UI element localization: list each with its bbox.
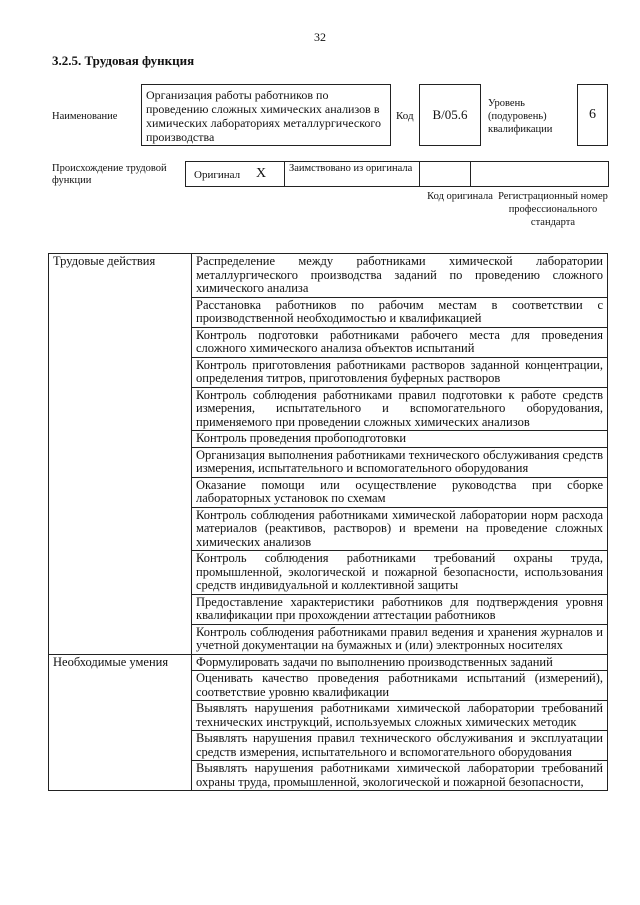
borrowed-label: Заимствовано из оригинала (289, 163, 413, 174)
name-label: Наименование (52, 111, 118, 122)
origin-row (185, 161, 609, 187)
skills-item: Формулировать задачи по выполнению производственных заданий (192, 654, 608, 671)
skills-item: Выявлять нарушения работниками химической лаборатории требований технических инструкций, используемых сложных химических методик (192, 701, 608, 731)
labor-actions-item: Контроль соблюдения работниками правил ведения и хранения журналов и учетной документации на бумажных и (или) электронных носителях (192, 624, 608, 654)
code-value: B/05.6 (432, 107, 468, 122)
level-label: Уровень (подуровень) квалификации (488, 98, 553, 135)
labor-actions-item: Расстановка работников по рабочим местам в соответствии с производственной необходимостью и квалификацией (192, 297, 608, 327)
origin-label: Происхождение трудовой функции (52, 163, 167, 186)
original-label: Оригинал (194, 169, 241, 181)
level-value: 6 (589, 107, 596, 122)
labor-actions-item: Контроль приготовления работниками растворов заданной концентрации, определения титров, приготовления буферных растворов (192, 357, 608, 387)
code-original-cell (419, 161, 471, 187)
skills-label: Необходимые умения (49, 654, 192, 791)
labor-actions-item: Контроль соблюдения работниками правил подготовки к работе средств измерения, испытательного и вспомогательного оборудования, применяемого при проведении сложных химических анализов (192, 387, 608, 431)
labor-actions-label: Трудовые действия (49, 254, 192, 655)
labor-actions-item: Организация выполнения работниками технического обслуживания средств измерения, испытательного и вспомогательного оборудования (192, 447, 608, 477)
original-mark-cell (240, 161, 285, 187)
code-label: Код (396, 110, 414, 122)
skills-item: Выявлять нарушения работниками химической лаборатории требований охраны труда, промышленной, экологической и пожарной безопасности, (192, 761, 608, 791)
reg-number-caption: Регистрационный номер профессионального стандарта (498, 191, 608, 228)
table-row (49, 254, 608, 298)
original-mark: X (256, 166, 267, 181)
code-box (419, 84, 481, 146)
section-title: 3.2.5. Трудовая функция (52, 53, 195, 68)
labor-actions-item: Оказание помощи или осуществление руководства при сборке лабораторных установок по схемам (192, 477, 608, 507)
duties-table (48, 253, 608, 791)
skills-item: Оценивать качество проведения работниками испытаний (измерений), соответствие уровню квалификации (192, 671, 608, 701)
labor-actions-item: Распределение между работниками химической лаборатории металлургического производства заданий по проведению сложного химического анализа (192, 254, 608, 298)
borrowed-cell (284, 161, 420, 187)
function-name-box (141, 84, 391, 146)
skills-item: Выявлять нарушения правил технического обслуживания и эксплуатации средств измерения, испытательного и вспомогательного оборудования (192, 731, 608, 761)
labor-actions-item: Контроль проведения пробоподготовки (192, 431, 608, 448)
page-number: 32 (314, 30, 326, 44)
table-row (49, 654, 608, 671)
level-box (577, 84, 608, 146)
labor-actions-item: Контроль соблюдения работниками требований охраны труда, промышленной, экологической и пожарной безопасности, использования средств индивидуальной и коллективной защиты (192, 551, 608, 595)
labor-actions-item: Контроль подготовки работниками рабочего места для проведения сложного химического анализа объектов испытаний (192, 327, 608, 357)
labor-actions-item: Контроль соблюдения работниками химической лаборатории норм расхода материалов (реактивов, растворов) и времени на проведение сложных химических анализов (192, 507, 608, 551)
code-original-caption: Код оригинала (427, 191, 493, 202)
reg-number-cell (470, 161, 609, 187)
labor-actions-item: Предоставление характеристики работников для подтверждения уровня квалификации при прохождении аттестации работников (192, 594, 608, 624)
function-name-value: Организация работы работников по проведению сложных химических анализов в химических лабораториях металлургического производства (146, 88, 382, 144)
